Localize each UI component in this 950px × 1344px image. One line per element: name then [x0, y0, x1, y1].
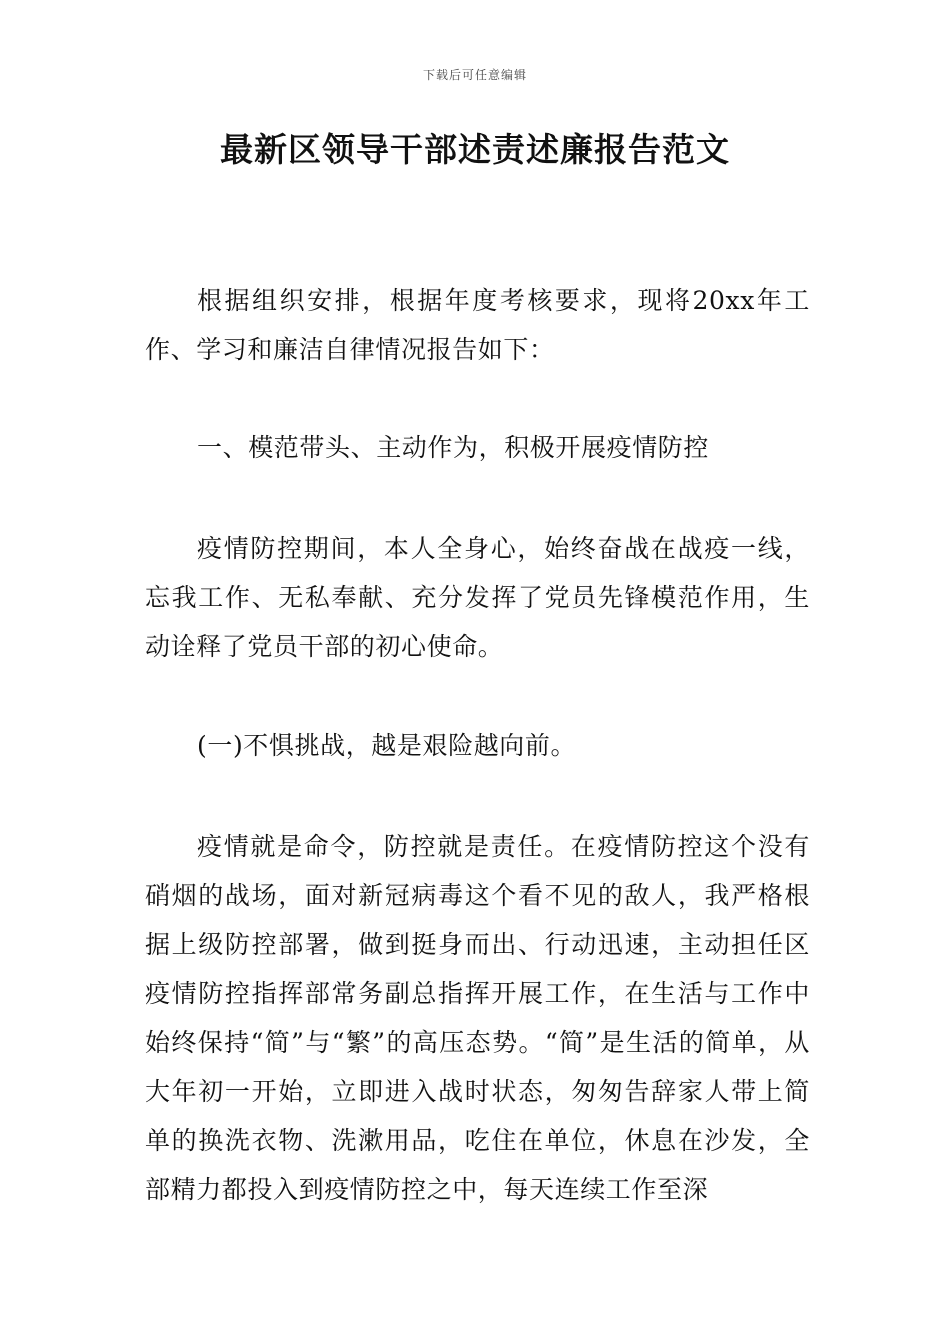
paragraph-subsection-1-body: 疫情就是命令，防控就是责任。在疫情防控这个没有硝烟的战场，面对新冠病毒这个看不见的敌人，我严格根据上级防控部署，做到挺身而出、行动迅速，主动担任区疫情防控指挥部常务副总指挥开展工作，在生活与工作中始终保持“简”与“繁”的高压态势。“简”是生活的简单，从大年初一开始，立即进入战时状态，匆匆告辞家人带上简单的换洗衣物、洗漱用品，吃住在单位，休息在沙发，全部精力都投入到疫情防控之中，每天连续工作至深: [145, 832, 810, 1204]
header-note: 下载后可任意编辑: [422, 68, 527, 82]
section-heading-1: 一、模范带头、主动作为，积极开展疫情防控: [197, 433, 710, 462]
subsection-heading-1: (一)不惧挑战，越是艰险越向前。: [197, 731, 577, 760]
paragraph-section-1-summary: 疫情防控期间，本人全身心，始终奋战在战疫一线，忘我工作、无私奉献、充分发挥了党员先锋模范作用，生动诠释了党员干部的初心使命。: [145, 534, 810, 661]
document-title: 最新区领导干部述责述廉报告范文: [220, 130, 730, 169]
paragraph-intro: 根据组织安排，根据年度考核要求，现将20xx年工作、学习和廉洁自律情况报告如下：: [145, 286, 810, 364]
